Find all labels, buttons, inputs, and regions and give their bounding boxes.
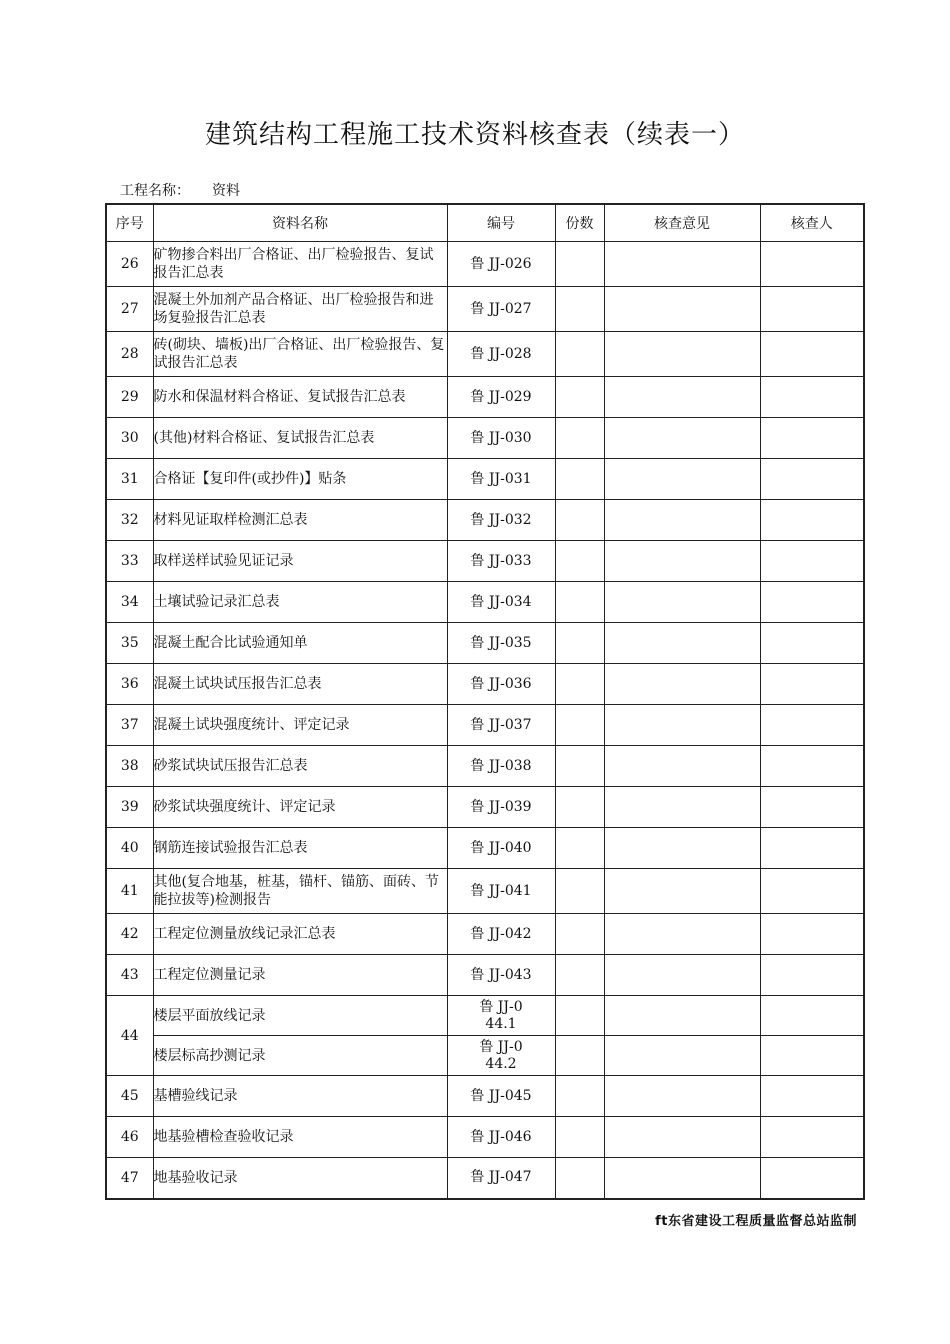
row-copies-cell [555, 242, 604, 287]
row-inspector-cell [760, 869, 864, 914]
table-row [106, 746, 864, 787]
row-inspector-cell [760, 242, 864, 287]
row-code: 鲁 JJ-038 [447, 746, 555, 787]
row-document-name: 工程定位测量放线记录汇总表 [153, 914, 447, 955]
row-code: 鲁 JJ-032 [447, 500, 555, 541]
row-opinion-cell [604, 500, 760, 541]
row-code: 鲁 JJ-031 [447, 459, 555, 500]
row-code: 鲁 JJ-045 [447, 1076, 555, 1117]
row-no: 32 [106, 500, 153, 541]
row-opinion-cell [604, 664, 760, 705]
row-inspector-cell [760, 1158, 864, 1199]
row-inspector-cell [760, 914, 864, 955]
row-code: 鲁 JJ-026 [447, 242, 555, 287]
header-opinion: 核查意见 [604, 204, 760, 242]
row-inspector-cell [760, 828, 864, 869]
row-document-name: 钢筋连接试验报告汇总表 [153, 828, 447, 869]
row-no: 39 [106, 787, 153, 828]
row-inspector-cell [760, 1117, 864, 1158]
row-copies-cell [555, 1117, 604, 1158]
row-document-name: 混凝土试块强度统计、评定记录 [153, 705, 447, 746]
row-opinion-cell [604, 914, 760, 955]
table-row [106, 582, 864, 623]
row-opinion-cell [604, 1076, 760, 1117]
row-copies-cell [555, 705, 604, 746]
row-document-name: 合格证【复印件(或抄件)】贴条 [153, 459, 447, 500]
row-code: 鲁 JJ-030 [447, 418, 555, 459]
row-no: 34 [106, 582, 153, 623]
row-code: 鲁 JJ-037 [447, 705, 555, 746]
row-code: 鲁 JJ-033 [447, 541, 555, 582]
row-code: 鲁 JJ-041 [447, 869, 555, 914]
row-copies-cell [555, 1076, 604, 1117]
row-opinion-cell [604, 418, 760, 459]
project-name-value: 资料 [212, 183, 240, 199]
issuer-footer: ft东省建设工程质量监督总站监制 [655, 1214, 857, 1229]
row-opinion-cell [604, 787, 760, 828]
row-copies-cell [555, 623, 604, 664]
row-no: 42 [106, 914, 153, 955]
table-body [106, 242, 864, 1199]
row-no: 29 [106, 377, 153, 418]
row-opinion-cell [604, 377, 760, 418]
row-no: 37 [106, 705, 153, 746]
row-document-name: 基槽验线记录 [153, 1076, 447, 1117]
table-row [106, 996, 864, 1036]
table-row [106, 332, 864, 377]
table-row [106, 623, 864, 664]
row-code: 鲁 JJ-044.2 [447, 1036, 555, 1076]
row-no: 36 [106, 664, 153, 705]
row-code: 鲁 JJ-039 [447, 787, 555, 828]
row-inspector-cell [760, 459, 864, 500]
row-copies-cell [555, 914, 604, 955]
table-row [106, 541, 864, 582]
row-code: 鲁 JJ-047 [447, 1158, 555, 1199]
row-opinion-cell [604, 996, 760, 1036]
row-no: 35 [106, 623, 153, 664]
header-name: 资料名称 [153, 204, 447, 242]
row-code: 鲁 JJ-029 [447, 377, 555, 418]
row-document-name: 取样送样试验见证记录 [153, 541, 447, 582]
table-row [106, 377, 864, 418]
row-code: 鲁 JJ-043 [447, 955, 555, 996]
row-document-name: 矿物掺合料出厂合格证、出厂检验报告、复试报告汇总表 [153, 242, 447, 287]
header-code: 编号 [447, 204, 555, 242]
row-copies-cell [555, 459, 604, 500]
table-row [106, 500, 864, 541]
row-copies-cell [555, 582, 604, 623]
row-inspector-cell [760, 418, 864, 459]
table-row [106, 1158, 864, 1199]
row-no: 41 [106, 869, 153, 914]
row-no: 30 [106, 418, 153, 459]
row-inspector-cell [760, 955, 864, 996]
table-row [106, 1117, 864, 1158]
row-inspector-cell [760, 500, 864, 541]
row-code: 鲁 JJ-028 [447, 332, 555, 377]
row-inspector-cell [760, 623, 864, 664]
row-opinion-cell [604, 287, 760, 332]
row-document-name: 楼层标高抄测记录 [153, 1036, 447, 1076]
row-inspector-cell [760, 705, 864, 746]
header-copies: 份数 [555, 204, 604, 242]
row-no: 46 [106, 1117, 153, 1158]
row-document-name: 砂浆试块试压报告汇总表 [153, 746, 447, 787]
row-inspector-cell [760, 746, 864, 787]
row-opinion-cell [604, 332, 760, 377]
row-copies-cell [555, 287, 604, 332]
row-opinion-cell [604, 1158, 760, 1199]
row-opinion-cell [604, 242, 760, 287]
row-no: 28 [106, 332, 153, 377]
row-inspector-cell [760, 1036, 864, 1076]
table-row [106, 914, 864, 955]
table-row [106, 1036, 864, 1076]
row-opinion-cell [604, 705, 760, 746]
row-no: 45 [106, 1076, 153, 1117]
table-row [106, 459, 864, 500]
row-code: 鲁 JJ-044.1 [447, 996, 555, 1036]
table-row [106, 955, 864, 996]
row-opinion-cell [604, 582, 760, 623]
table-row [106, 705, 864, 746]
row-code: 鲁 JJ-046 [447, 1117, 555, 1158]
row-copies-cell [555, 332, 604, 377]
row-opinion-cell [604, 541, 760, 582]
row-code: 鲁 JJ-034 [447, 582, 555, 623]
header-inspector: 核查人 [760, 204, 864, 242]
row-document-name: 防水和保温材料合格证、复试报告汇总表 [153, 377, 447, 418]
page-title: 建筑结构工程施工技术资料核查表（续表一） [204, 120, 745, 150]
row-code: 鲁 JJ-040 [447, 828, 555, 869]
row-no: 43 [106, 955, 153, 996]
row-inspector-cell [760, 377, 864, 418]
table-row [106, 869, 864, 914]
row-opinion-cell [604, 1117, 760, 1158]
row-no: 31 [106, 459, 153, 500]
row-document-name: 材料见证取样检测汇总表 [153, 500, 447, 541]
row-copies-cell [555, 787, 604, 828]
row-document-name: 楼层平面放线记录 [153, 996, 447, 1036]
row-no: 47 [106, 1158, 153, 1199]
table-row [106, 664, 864, 705]
project-name-line [120, 180, 240, 200]
row-copies-cell [555, 664, 604, 705]
row-opinion-cell [604, 623, 760, 664]
row-copies-cell [555, 1158, 604, 1199]
row-inspector-cell [760, 582, 864, 623]
row-code: 鲁 JJ-036 [447, 664, 555, 705]
row-document-name: 砂浆试块强度统计、评定记录 [153, 787, 447, 828]
header-no: 序号 [106, 204, 153, 242]
table-row [106, 242, 864, 287]
row-document-name: 地基验收记录 [153, 1158, 447, 1199]
table-row [106, 287, 864, 332]
table-row [106, 418, 864, 459]
table-row [106, 828, 864, 869]
row-copies-cell [555, 500, 604, 541]
row-inspector-cell [760, 287, 864, 332]
table-row [106, 787, 864, 828]
row-document-name: 混凝土外加剂产品合格证、出厂检验报告和进场复验报告汇总表 [153, 287, 447, 332]
row-copies-cell [555, 541, 604, 582]
row-document-name: 砖(砌块、墙板)出厂合格证、出厂检验报告、复试报告汇总表 [153, 332, 447, 377]
row-opinion-cell [604, 746, 760, 787]
inspection-table [105, 203, 865, 1200]
row-code: 鲁 JJ-035 [447, 623, 555, 664]
row-copies-cell [555, 746, 604, 787]
row-opinion-cell [604, 1036, 760, 1076]
row-copies-cell [555, 377, 604, 418]
row-code: 鲁 JJ-042 [447, 914, 555, 955]
row-inspector-cell [760, 332, 864, 377]
row-inspector-cell [760, 996, 864, 1036]
row-opinion-cell [604, 955, 760, 996]
row-copies-cell [555, 955, 604, 996]
row-inspector-cell [760, 541, 864, 582]
table-header-row [106, 204, 864, 242]
row-copies-cell [555, 828, 604, 869]
row-copies-cell [555, 869, 604, 914]
row-document-name: 地基验槽检查验收记录 [153, 1117, 447, 1158]
table-row [106, 1076, 864, 1117]
row-no: 26 [106, 242, 153, 287]
row-no: 44 [106, 996, 153, 1076]
row-document-name: 工程定位测量记录 [153, 955, 447, 996]
row-document-name: 混凝土试块试压报告汇总表 [153, 664, 447, 705]
row-document-name: 土壤试验记录汇总表 [153, 582, 447, 623]
row-opinion-cell [604, 869, 760, 914]
project-name-label: 工程名称： [120, 183, 190, 199]
row-code: 鲁 JJ-027 [447, 287, 555, 332]
row-copies-cell [555, 996, 604, 1036]
row-copies-cell [555, 418, 604, 459]
row-opinion-cell [604, 828, 760, 869]
row-document-name: 其他(复合地基，桩基，锚杆、锚筋、面砖、节能拉拔等)检测报告 [153, 869, 447, 914]
row-inspector-cell [760, 787, 864, 828]
row-no: 33 [106, 541, 153, 582]
row-inspector-cell [760, 1076, 864, 1117]
row-document-name: (其他)材料合格证、复试报告汇总表 [153, 418, 447, 459]
row-copies-cell [555, 1036, 604, 1076]
row-no: 40 [106, 828, 153, 869]
row-opinion-cell [604, 459, 760, 500]
row-no: 38 [106, 746, 153, 787]
row-document-name: 混凝土配合比试验通知单 [153, 623, 447, 664]
row-no: 27 [106, 287, 153, 332]
row-inspector-cell [760, 664, 864, 705]
